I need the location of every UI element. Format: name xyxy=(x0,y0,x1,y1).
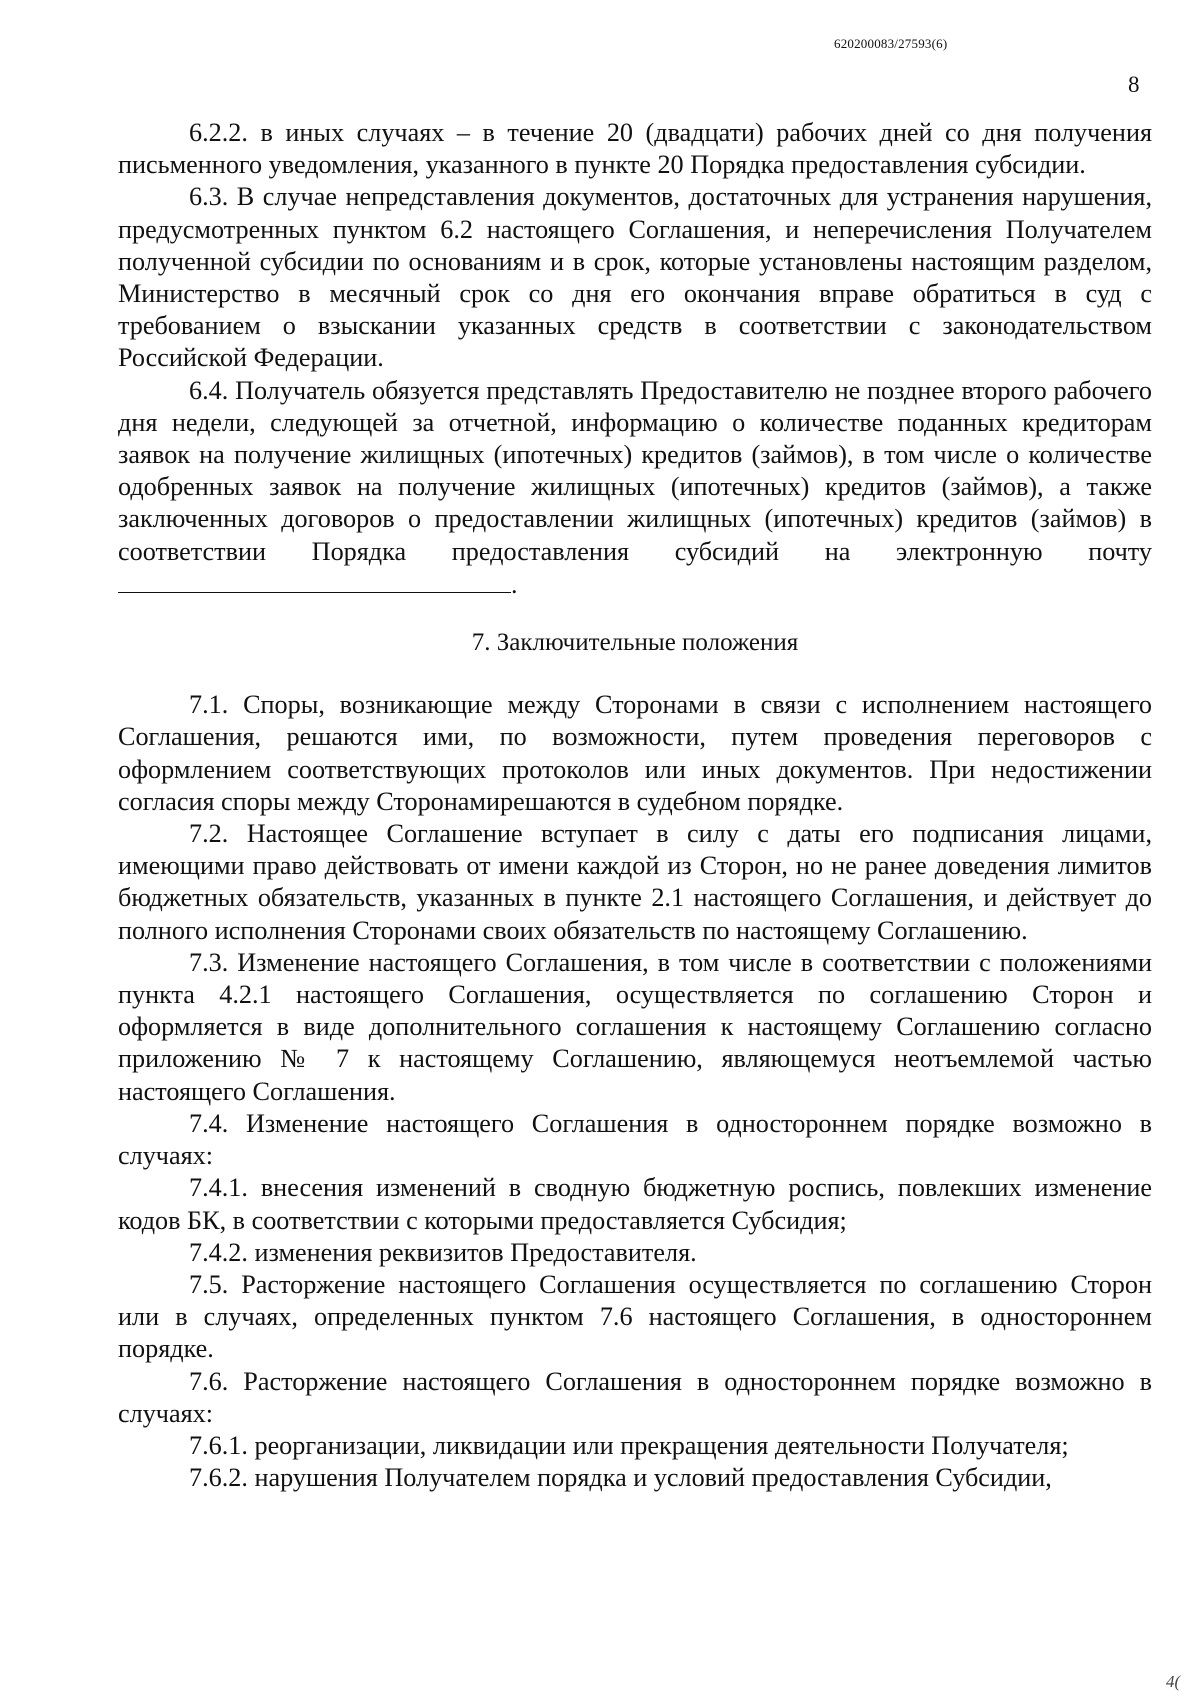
section-title: 7. Заключительные положения xyxy=(471,629,799,657)
paragraph-7-4-2: 7.4.2. изменения реквизитов Предоставителя. xyxy=(189,1237,697,1267)
paragraph-7-5: 7.5. Расторжение настоящего Соглашения осуществляется по соглашению Сторон или в случаях, определенных пунктом 7.6 настоящего Соглашения, в одностороннем порядке. xyxy=(118,1269,1152,1364)
paragraph-6-3: 6.3. В случае непредставления документов, достаточных для устранения нарушения, предусмотренных пунктом 6.2 настоящего Соглашения, и неперечисления Получателем полученной субсидии по основаниям и в срок, которые установлены настоящим разделом, Министерство в месячный срок со дня его окончания вправе обратиться в суд с требованием о взыскании указанных средств в соответствии с законодательством Российской Федерации. xyxy=(118,182,1152,373)
page-number: 8 xyxy=(1128,72,1140,97)
paragraph-7-3: 7.3. Изменение настоящего Соглашения, в том числе в соответствии с положениями пункта 4.2.1 настоящего Соглашения, осуществляется по соглашению Сторон и оформляется в виде дополнительного соглашения к настоящему Соглашению согласно приложению № 7 к настоящему Соглашению, являющемуся неотъемлемой частью настоящего Соглашения. xyxy=(118,947,1152,1106)
paragraph-7-4-1: 7.4.1. внесения изменений в сводную бюджетную роспись, повлекших изменение кодов БК, в соответствии с которыми предоставляется Субсидия; xyxy=(118,1173,1152,1235)
paragraph-6-4-text: 6.4. Получатель обязуется представлять Предоставителю не позднее второго рабочего дня недели, следующей за отчетной, информацию о количестве поданных кредиторам заявок на получение жилищных (ипотечных) кредитов (займов), в том числе о количестве одобренных заявок на получение жилищных (ипотечных) кредитов (займов), а также заключенных договоров о предоставлении жилищных (ипотечных) кредитов (займов) в соответствии Порядка предоставления субсидий на электронную почту xyxy=(118,375,1152,566)
paragraph-7-2: 7.2. Настоящее Соглашение вступает в силу с даты его подписания лицами, имеющими право действовать от имени каждой из Сторон, но не ранее доведения лимитов бюджетных обязательств, указанных в пункте 2.1 настоящего Соглашения, и действует до полного исполнения Сторонами своих обязательств по настоящему Соглашению. xyxy=(118,819,1152,945)
email-blank-line xyxy=(118,568,511,593)
paragraph-6-2-2: 6.2.2. в иных случаях – в течение 20 (двадцати) рабочих дней со дня получения письменного уведомления, указанного в пункте 20 Порядка предоставления субсидии. xyxy=(118,118,1152,180)
paragraph-7-6-2: 7.6.2. нарушения Получателем порядка и условий предоставления Субсидии, xyxy=(189,1463,1052,1493)
document-body xyxy=(118,117,1152,1494)
paragraph-7-1: 7.1. Споры, возникающие между Сторонами в связи с исполнением настоящего Соглашения, решаются ими, по возможности, путем проведения переговоров с оформлением соответствующих протоколов или иных документов. При недостижении согласия споры между Сторонамирешаются в судебном порядке. xyxy=(118,690,1152,816)
paragraph-7-6: 7.6. Расторжение настоящего Соглашения в одностороннем порядке возможно в случаях: xyxy=(118,1366,1152,1428)
paragraph-7-6-1: 7.6.1. реорганизации, ликвидации или прекращения деятельности Получателя; xyxy=(189,1430,1069,1460)
paragraph-6-4-end: . xyxy=(511,569,518,599)
handwritten-margin-mark: 4( xyxy=(1166,1672,1181,1691)
paragraph-7-4: 7.4. Изменение настоящего Соглашения в одностороннем порядке возможно в случаях: xyxy=(118,1108,1152,1171)
document-id: 620200083/27593(6) xyxy=(834,36,948,51)
paragraph-6-4 xyxy=(118,375,1152,601)
